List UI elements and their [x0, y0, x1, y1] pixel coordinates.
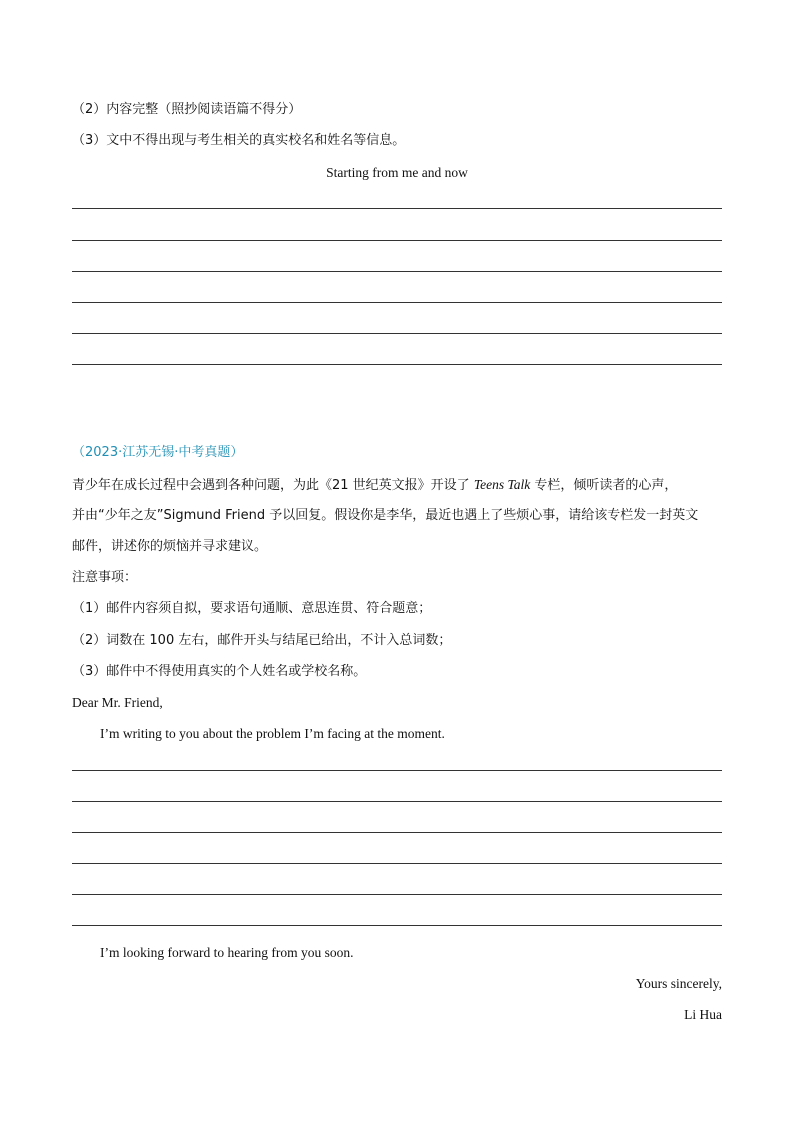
question-source: （2023·江苏无锡·中考真题） [72, 445, 244, 460]
answer-line[interactable] [72, 271, 722, 272]
answer-line[interactable] [72, 364, 722, 365]
essay-title: Starting from me and now [326, 165, 468, 180]
answer-line[interactable] [72, 832, 722, 833]
closing-line: I’m looking forward to hearing from you soon. [100, 945, 354, 960]
prompt-line-3: 邮件，讲述你的烦恼并寻求建议。 [72, 539, 268, 554]
prompt-line-1 [72, 476, 677, 495]
salutation: Dear Mr. Friend, [72, 695, 163, 710]
signature: Li Hua [684, 1007, 722, 1022]
note-1: （1）邮件内容须自拟，要求语句通顺、意思连贯、符合题意； [72, 601, 432, 616]
answer-line[interactable] [72, 863, 722, 864]
answer-line[interactable] [72, 801, 722, 802]
prompt-line-2: 并由“少年之友”Sigmund Friend 予以回复。假设你是李华，最近也遇上了些烦心事，请给该专栏发一封英文 [72, 508, 699, 523]
column-name: Teens Talk [473, 477, 531, 492]
answer-line[interactable] [72, 333, 722, 334]
note-3: （3）邮件中不得使用真实的个人姓名或学校名称。 [72, 664, 367, 679]
requirement-3: （3）文中不得出现与考生相关的真实校名和姓名等信息。 [72, 133, 406, 148]
answer-line[interactable] [72, 240, 722, 241]
answer-line[interactable] [72, 770, 722, 771]
answer-line[interactable] [72, 925, 722, 926]
answer-line[interactable] [72, 894, 722, 895]
prompt-text: 专栏，倾听读者的心声， [530, 478, 678, 493]
prompt-text: 青少年在成长过程中会遇到各种问题，为此《21 世纪英文报》开设了 [72, 478, 474, 493]
sign-off: Yours sincerely, [635, 976, 722, 991]
requirement-2: （2）内容完整（照抄阅读语篇不得分） [72, 102, 302, 117]
notes-heading: 注意事项： [72, 570, 138, 585]
note-2: （2）词数在 100 左右，邮件开头与结尾已给出，不计入总词数； [72, 633, 452, 648]
opening-line: I’m writing to you about the problem I’m facing at the moment. [100, 726, 445, 741]
answer-line[interactable] [72, 208, 722, 209]
answer-line[interactable] [72, 302, 722, 303]
